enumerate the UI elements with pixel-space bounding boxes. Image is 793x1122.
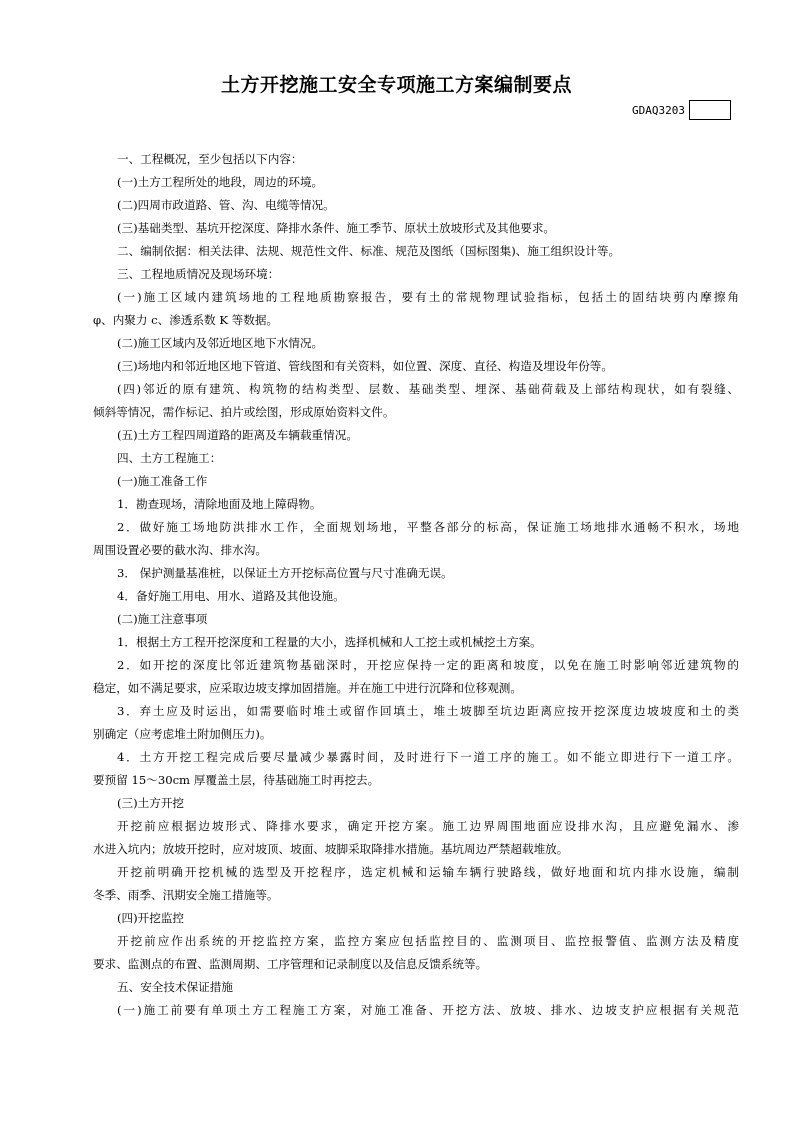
body-line: 稳定，如不满足要求，应采取边坡支撑加固措施。并在施工中进行沉降和位移观测。 — [93, 681, 522, 695]
body-line: (二)施工区域内及邻近地区地下水情况。 — [117, 336, 324, 350]
body-line: (五)土方工程四周道路的距离及车辆载重情况。 — [117, 428, 358, 442]
body-line: (一)施工前要有单项土方工程施工方案，对施工准备、开挖方法、放坡、排水、边坡支护应根据有关规范 — [117, 1003, 739, 1017]
body-line: 1．勘查现场，清除地面及地上障碍物。 — [117, 497, 322, 511]
body-line: 冬季、雨季、汛期安全施工措施等。 — [93, 888, 279, 902]
body-line: (三)基础类型、基坑开挖深度、降排水条件、施工季节、原状土放坡形式及其他要求。 — [117, 221, 556, 235]
body-line: (四)开挖监控 — [117, 911, 185, 925]
body-line: 要求、监测点的布置、监测周期、工序管理和记录制度以及信息反馈系统等。 — [93, 957, 488, 971]
body-line: 别确定（应考虑堆土附加侧压力)。 — [93, 727, 272, 741]
body-line: (三)场地内和邻近地区地下管道、管线图和有关资料，如位置、深度、直径、构造及埋设年份等。 — [117, 359, 613, 373]
body-line: 2．做好施工场地防洪排水工作，全面规划场地，平整各部分的标高，保证施工场地排水通畅不积水，场地 — [117, 520, 739, 534]
body-line: 周围设置必要的截水沟、排水沟。 — [93, 543, 267, 557]
document-title: 土方开挖施工安全专项施工方案编制要点 — [220, 74, 572, 96]
form-code: GDAQ3203 — [632, 103, 685, 117]
body-line: 水进入坑内；放坡开挖时，应对坡顶、坡面、坡脚采取降排水措施。基坑周边严禁超载堆放。 — [93, 842, 569, 856]
body-line: (二)施工注意事项 — [117, 612, 208, 626]
body-line: 一、工程概况，至少包括以下内容： — [117, 152, 303, 166]
body-line: 开挖前明确开挖机械的选型及开挖程序，选定机械和运输车辆行驶路线，做好地面和坑内排水设施，编制 — [117, 865, 739, 879]
form-code-row — [632, 100, 731, 120]
body-line: 要预留 15～30cm 厚覆盖土层，待基础施工时再挖去。 — [93, 773, 380, 787]
body-line: 五、安全技术保证措施 — [117, 980, 233, 994]
body-line: 开挖前应根据边坡形式、降排水要求，确定开挖方案。施工边界周围地面应设排水沟，且应避免漏水、渗 — [117, 819, 739, 833]
body-line: 3． 保护测量基准桩，以保证土方开挖标高位置与尺寸准确无误。 — [117, 566, 453, 580]
body-line: 3．弃土应及时运出，如需要临时堆土或留作回填土，堆土坡脚至坑边距离应按开挖深度边坡坡度和土的类 — [117, 704, 739, 718]
body-line: φ、内聚力 c、渗透系数 K 等数据。 — [93, 313, 279, 327]
body-line: (一)施工准备工作 — [117, 474, 208, 488]
form-code-box — [689, 100, 731, 120]
body-line: 倾斜等情况，需作标记、拍片或绘图，形成原始资料文件。 — [93, 405, 395, 419]
body-line: 三、工程地质情况及现场环境： — [117, 267, 280, 281]
body-line: (三)土方开挖 — [117, 796, 185, 810]
body-line: (四)邻近的原有建筑、构筑物的结构类型、层数、基础类型、埋深、基础荷载及上部结构现状，如有裂缝、 — [117, 382, 739, 396]
body-line: (一)施工区域内建筑场地的工程地质勘察报告，要有土的常规物理试验指标，包括土的固结块剪内摩擦角 — [117, 290, 739, 304]
body-line: (一)土方工程所处的地段，周边的环境。 — [117, 175, 324, 189]
body-line: 1．根据土方工程开挖深度和工程量的大小，选择机械和人工挖土或机械挖土方案。 — [117, 635, 542, 649]
body-line: 四、土方工程施工： — [117, 451, 222, 465]
body-line: 4．备好施工用电、用水、道路及其他设施。 — [117, 589, 345, 603]
body-line: 2．如开挖的深度比邻近建筑物基础深时，开挖应保持一定的距离和坡度，以免在施工时影响邻近建筑物的 — [117, 658, 739, 672]
body-line: 开挖前应作出系统的开挖监控方案，监控方案应包括监控目的、监测项目、监控报警值、监测方法及精度 — [117, 934, 739, 948]
body-line: 4．土方开挖工程完成后要尽量减少暴露时间，及时进行下一道工序的施工。如不能立即进行下一道工序。 — [117, 750, 739, 764]
body-line: (二)四周市政道路、管、沟、电缆等情况。 — [117, 198, 335, 212]
body-line: 二、编制依据：相关法律、法规、规范性文件、标准、规范及图纸（国标图集)、施工组织设计等。 — [117, 244, 621, 258]
document-body — [93, 148, 739, 1022]
